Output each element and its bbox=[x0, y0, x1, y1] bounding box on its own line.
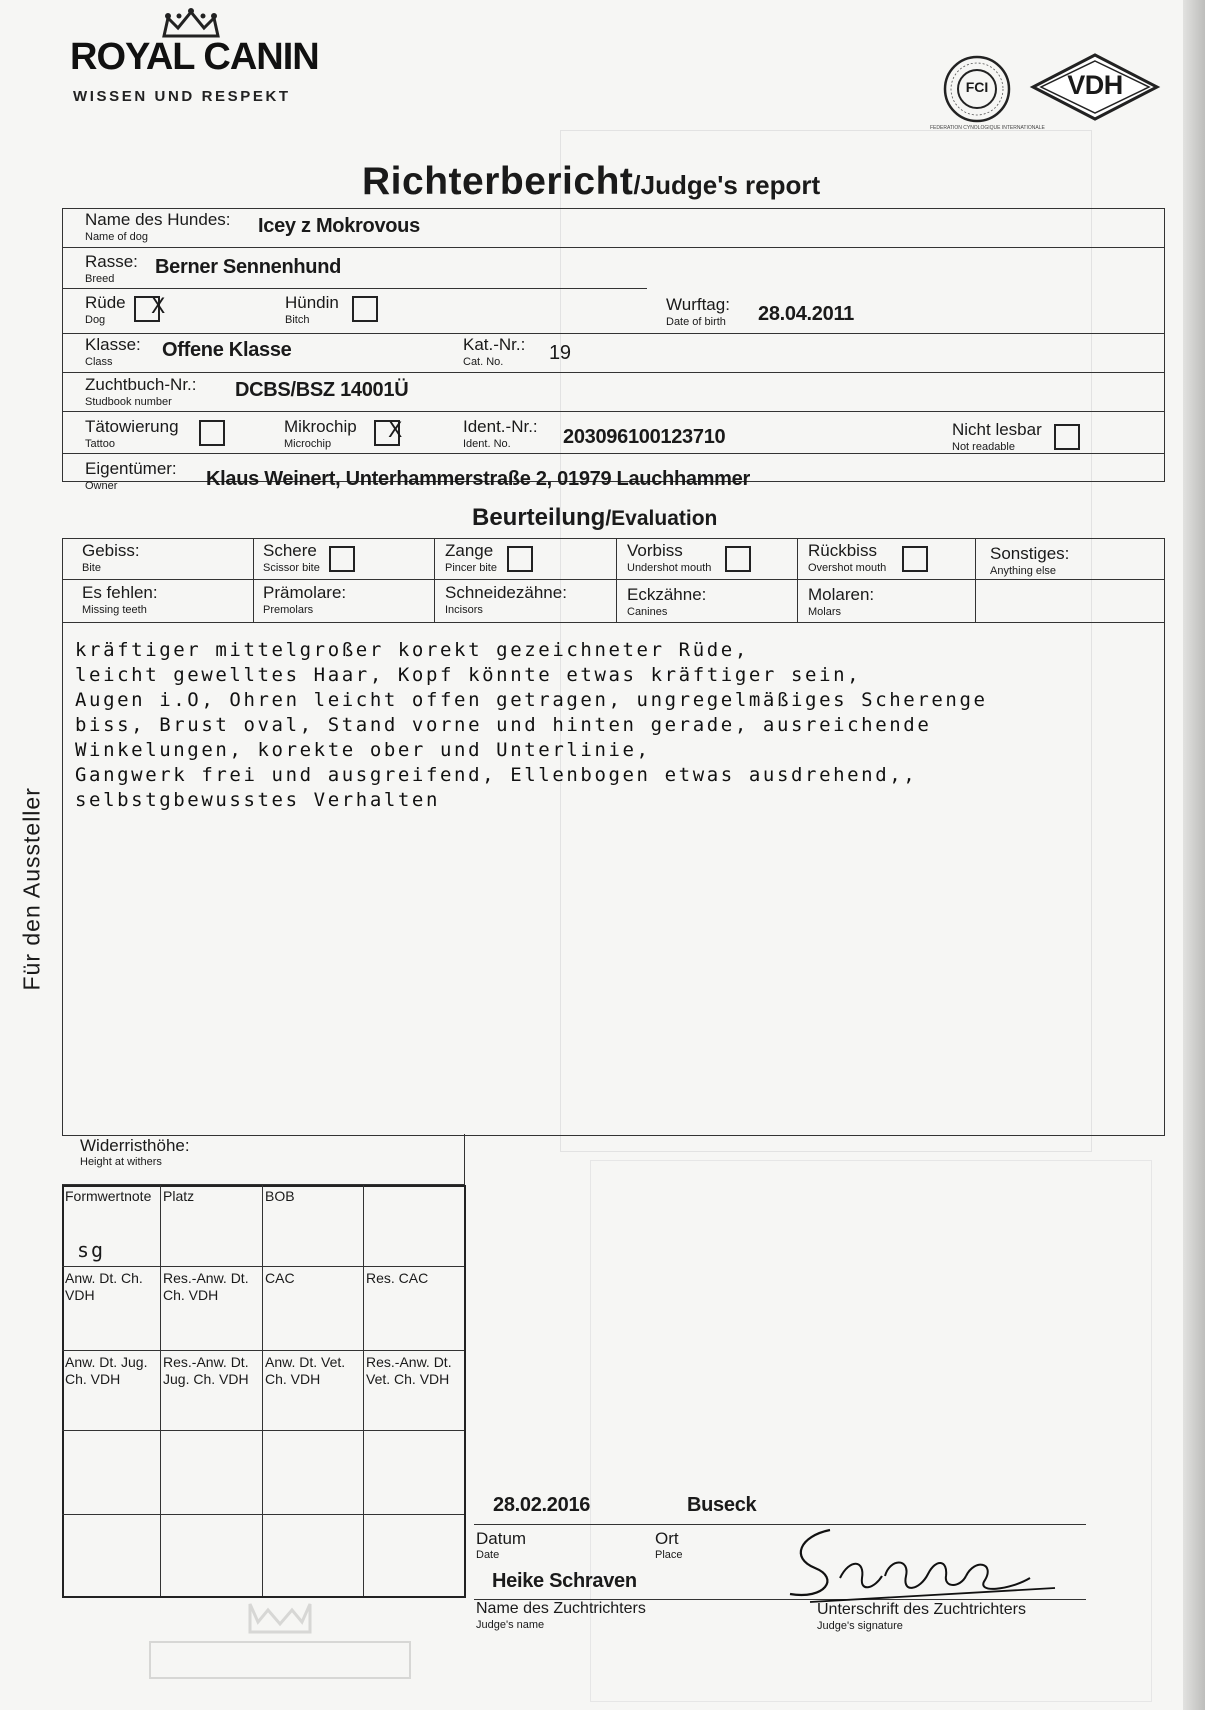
height-sub: Height at withers bbox=[80, 1156, 162, 1168]
other-label: Sonstiges: bbox=[990, 544, 1070, 563]
unreadable-checkbox[interactable] bbox=[1054, 424, 1080, 450]
studbook-sub: Studbook number bbox=[85, 396, 172, 408]
canines-sub: Canines bbox=[627, 606, 668, 618]
male-sub: Dog bbox=[85, 314, 106, 326]
grade-header-formwert: Formwertnote bbox=[65, 1188, 152, 1204]
breed-value: Berner Sennenhund bbox=[155, 256, 342, 278]
molars-sub: Molars bbox=[808, 606, 842, 618]
tattoo-label: Tätowierung bbox=[85, 417, 179, 436]
missing-label: Es fehlen: bbox=[82, 583, 158, 602]
ident-label: Ident.-Nr.: bbox=[463, 417, 538, 436]
faded-logo-mark bbox=[140, 1598, 420, 1688]
studbook-label: Zuchtbuch-Nr.: bbox=[85, 375, 197, 394]
pincer-label: Zange bbox=[445, 541, 494, 560]
date-label: Datum bbox=[476, 1529, 527, 1548]
male-label: Rüde bbox=[85, 293, 126, 312]
dog-name-sub: Name of dog bbox=[85, 231, 148, 243]
cert-anw-dt-vet: Anw. Dt. Vet. Ch. VDH bbox=[265, 1354, 346, 1387]
ident-value: 203096100123710 bbox=[563, 426, 726, 448]
chip-check-mark: X bbox=[388, 418, 403, 442]
missing-sub: Missing teeth bbox=[82, 604, 147, 616]
cert-anw-dt-jug: Anw. Dt. Jug. Ch. VDH bbox=[65, 1354, 148, 1387]
scissor-sub: Scissor bite bbox=[263, 562, 320, 574]
brand-tagline: WISSEN UND RESPEKT bbox=[73, 88, 291, 105]
cat-value: 19 bbox=[549, 342, 571, 364]
place-sub: Place bbox=[655, 1549, 683, 1561]
unreadable-label: Nicht lesbar bbox=[952, 420, 1042, 439]
fci-ring-text: FEDERATION CYNOLOGIQUE INTERNATIONALE bbox=[930, 125, 1045, 131]
incisors-label: Schneidezähne: bbox=[445, 583, 567, 602]
canines-label: Eckzähne: bbox=[627, 585, 707, 604]
date-value: 28.02.2016 bbox=[493, 1494, 591, 1516]
birth-label: Wurftag: bbox=[666, 295, 730, 314]
owner-label: Eigentümer: bbox=[85, 459, 177, 478]
side-label: Für den Aussteller bbox=[18, 787, 45, 991]
scissor-checkbox[interactable] bbox=[329, 546, 355, 572]
grade-header-platz: Platz bbox=[163, 1188, 195, 1204]
grade-header-bob: BOB bbox=[265, 1188, 295, 1204]
scissor-label: Schere bbox=[263, 541, 317, 560]
cert-res-anw-dt-vet: Res.-Anw. Dt. Vet. Ch. VDH bbox=[366, 1354, 452, 1387]
cert-anw-dt-ch: Anw. Dt. Ch. VDH bbox=[65, 1270, 143, 1303]
bite-sub: Bite bbox=[82, 562, 101, 574]
cert-res-anw-dt-jug: Res.-Anw. Dt. Jug. Ch. VDH bbox=[163, 1354, 249, 1387]
undershot-checkbox[interactable] bbox=[725, 546, 751, 572]
birth-value: 28.04.2011 bbox=[758, 303, 854, 325]
page-curl bbox=[1183, 0, 1205, 1710]
place-value: Buseck bbox=[687, 1494, 757, 1516]
unreadable-sub: Not readable bbox=[952, 441, 1015, 453]
undershot-label: Vorbiss bbox=[627, 541, 683, 560]
dog-name-label: Name des Hundes: bbox=[85, 210, 231, 229]
female-checkbox[interactable] bbox=[352, 296, 378, 322]
male-check-mark: X bbox=[151, 294, 166, 318]
judge-signature-icon bbox=[770, 1518, 1060, 1608]
premolars-label: Prämolare: bbox=[263, 583, 347, 602]
evaluation-text: kräftiger mittelgroßer korekt gezeichneter Rüde, leicht gewelltes Haar, Kopf könnte etwas kräftiger sein, Augen i.O, Ohren leicht offen getragen, ungregelmäßiges Scherenge biss, Brust oval, Stand vorne und hinten gerade, ausreichende Winkelungen, korekte ober und Unterlinie, Gangwerk frei und ausgreifend, Ellenbogen etwas ausdrehend,, selbstgbewusstes Verhalten bbox=[75, 639, 988, 811]
dog-name-value: Icey z Mokrovous bbox=[258, 215, 420, 237]
tattoo-sub: Tattoo bbox=[85, 438, 115, 450]
pincer-sub: Pincer bite bbox=[445, 562, 497, 574]
owner-value: Klaus Weinert, Unterhammerstraße 2, 01979 Lauchhammer bbox=[206, 468, 750, 490]
evaluation-title bbox=[472, 504, 717, 532]
judge-name-sub: Judge's name bbox=[476, 1619, 545, 1631]
signature-sub: Judge's signature bbox=[817, 1620, 903, 1632]
breed-sub: Breed bbox=[85, 273, 115, 285]
signature-label: Unterschrift des Zuchtrichters bbox=[817, 1601, 1026, 1618]
page-title bbox=[362, 160, 820, 204]
ident-sub: Ident. No. bbox=[463, 438, 511, 450]
cert-res-cac: Res. CAC bbox=[366, 1270, 429, 1286]
overshot-sub: Overshot mouth bbox=[808, 562, 887, 574]
pincer-checkbox[interactable] bbox=[507, 546, 533, 572]
judge-name-label: Name des Zuchtrichters bbox=[476, 1600, 646, 1617]
date-sub: Date bbox=[476, 1549, 500, 1561]
cat-label: Kat.-Nr.: bbox=[463, 335, 526, 354]
place-label: Ort bbox=[655, 1529, 679, 1548]
female-label: Hündin bbox=[285, 293, 339, 312]
bite-label: Gebiss: bbox=[82, 541, 140, 560]
title-sub: /Judge's report bbox=[633, 170, 821, 200]
overshot-checkbox[interactable] bbox=[902, 546, 928, 572]
height-label: Widerristhöhe: bbox=[80, 1136, 190, 1155]
evaluation-title-sub: /Evaluation bbox=[605, 507, 718, 530]
incisors-sub: Incisors bbox=[445, 604, 483, 616]
chip-label: Mikrochip bbox=[284, 417, 357, 436]
class-value: Offene Klasse bbox=[162, 339, 292, 361]
chip-sub: Microchip bbox=[284, 438, 332, 450]
female-sub: Bitch bbox=[285, 314, 310, 326]
brand-name: ROYAL CANIN bbox=[70, 36, 319, 78]
title-main: Richterbericht bbox=[362, 160, 634, 203]
owner-sub: Owner bbox=[85, 480, 118, 492]
molars-label: Molaren: bbox=[808, 585, 875, 604]
evaluation-title-main: Beurteilung bbox=[472, 504, 606, 531]
fci-text: FCI bbox=[965, 79, 989, 95]
other-sub: Anything else bbox=[990, 565, 1057, 577]
cert-res-anw-dt-ch: Res.-Anw. Dt. Ch. VDH bbox=[163, 1270, 249, 1303]
undershot-sub: Undershot mouth bbox=[627, 562, 712, 574]
birth-sub: Date of birth bbox=[666, 316, 726, 328]
judge-name-value: Heike Schraven bbox=[492, 1570, 637, 1592]
studbook-value: DCBS/BSZ 14001Ü bbox=[235, 379, 409, 401]
class-sub: Class bbox=[85, 356, 113, 368]
breed-label: Rasse: bbox=[85, 252, 138, 271]
class-label: Klasse: bbox=[85, 335, 141, 354]
premolars-sub: Premolars bbox=[263, 604, 314, 616]
grade-value: sg bbox=[77, 1238, 106, 1262]
vdh-text: VDH bbox=[1067, 70, 1123, 100]
overshot-label: Rückbiss bbox=[808, 541, 877, 560]
cat-sub: Cat. No. bbox=[463, 356, 504, 368]
tattoo-checkbox[interactable] bbox=[199, 420, 225, 446]
cert-cac: CAC bbox=[265, 1270, 295, 1286]
